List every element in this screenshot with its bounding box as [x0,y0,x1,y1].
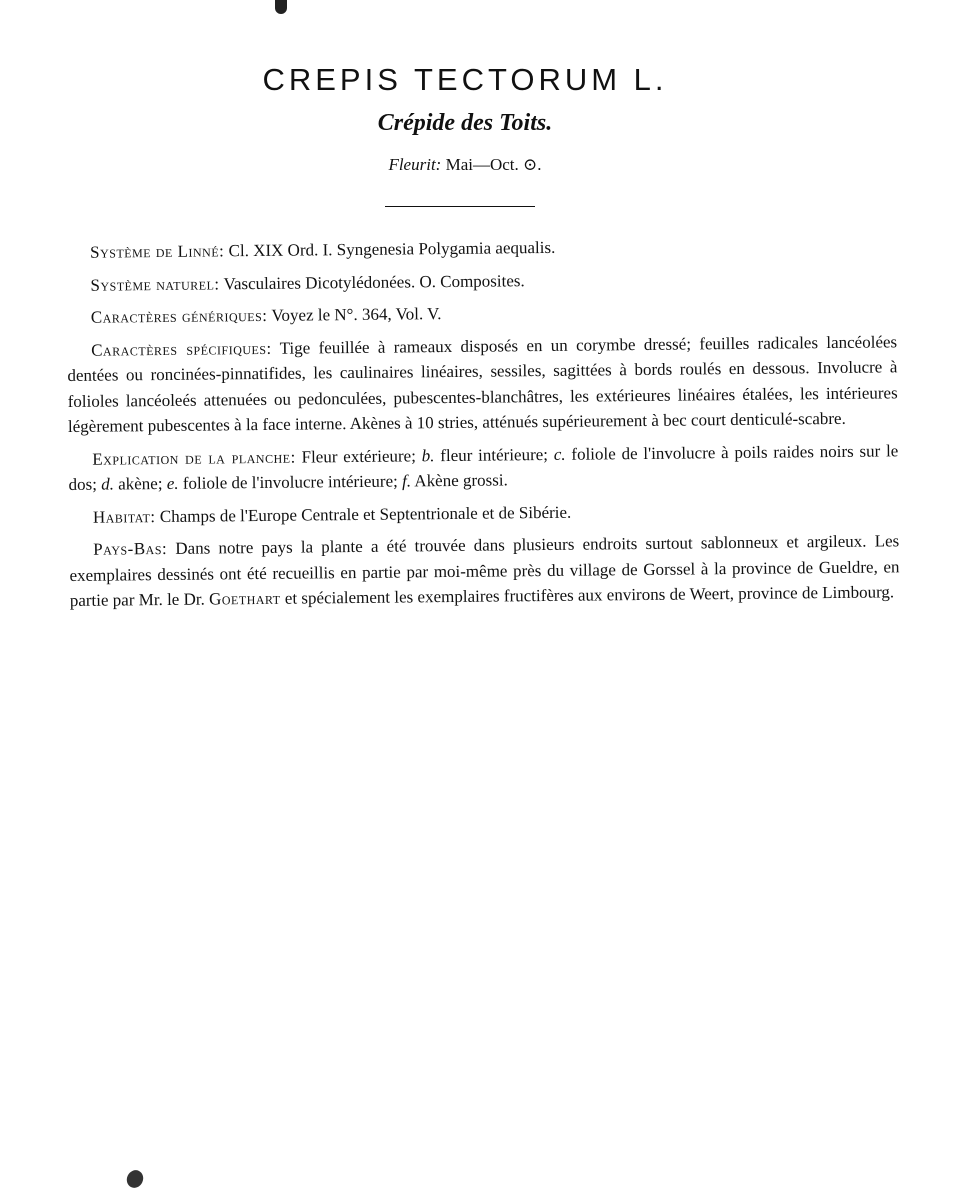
section-text: Dans notre pays la plante a été trouvée dans plusieurs endroits surtout sablonneux et argileux. Les exemplaires dessinés ont été recueillis en partie par moi-même près du village de Gorssel à la province de Gueldre, en partie par Mr. le Dr. [69,531,900,610]
section-generiques [67,296,897,330]
plate-letter: d. [101,474,115,494]
section-label: Caractères génériques: [90,305,268,327]
plate-text: Akène grossi. [414,470,508,491]
section-text: Vasculaires Dicotylédonées. O. Composites. [223,270,525,293]
section-text: Cl. XIX Ord. I. Syngenesia Polygamia aequalis. [228,237,556,261]
collector-name: Goethart [208,588,281,609]
plate-text: fleur intérieure; [440,444,549,465]
ink-spot-top [275,0,287,14]
section-text: Voyez le N°. 364, Vol. V. [271,304,442,325]
species-title: CREPIS TECTORUM L. [262,62,668,97]
flowering-line [0,155,930,175]
section-specifiques [67,329,898,440]
section-linne [66,231,896,265]
section-paysbas [69,528,900,613]
common-name: Crépide des Toits. [377,110,553,136]
plate-letter: c. [553,444,566,464]
section-text: Champs de l'Europe Centrale et Septentrionale et de Sibérie. [159,502,572,526]
plate-text: foliole de l'involucre intérieure; [182,471,398,493]
section-explication [68,438,898,498]
plate-text: foliole de l'involucre à poils raides noirs sur le dos; [68,440,899,494]
plate-text: Fleur extérieure; [301,445,416,467]
divider-rule [385,206,535,207]
section-label: Caractères spécifiques: [91,338,272,360]
ink-spot-bottom [124,1167,146,1190]
plate-letter: e. [166,473,179,493]
section-naturel [66,264,896,298]
flowering-label: Fleurit: [388,155,442,174]
section-habitat [69,496,899,530]
section-text: et spécialement les exemplaires fructifères aux environs de Weert, province de Limbourg. [284,582,895,608]
section-label: Système naturel: [90,273,220,295]
section-label: Système de Linné: [90,241,225,262]
flowering-value: Mai—Oct. ⊙. [445,155,542,174]
description-body [66,231,900,620]
plate-text: akène; [118,474,163,494]
section-text: Tige feuillée à rameaux disposés en un corymbe dressé; feuilles radicales lancéolées dentées ou roncinées-pinnatifides, les caulinaires linéaires, sessiles, sagittées à bords roulés en dessous. Involucre à folioles lancéoleés attenuées ou pedonculées, pubescentes-blanchâtres, les extérieures linéaires étalées, les intérieures légèrement pubescentes à la face interne. Akènes à 10 stries, atténués supérieurement à bec court denticulé-scabre. [67,331,898,436]
section-label: Pays-Bas: [93,538,168,559]
plate-letter: f. [401,471,412,491]
section-label: Explication de la planche: [92,447,296,469]
plate-letter: b. [421,445,435,465]
section-label: Habitat: [92,506,156,527]
